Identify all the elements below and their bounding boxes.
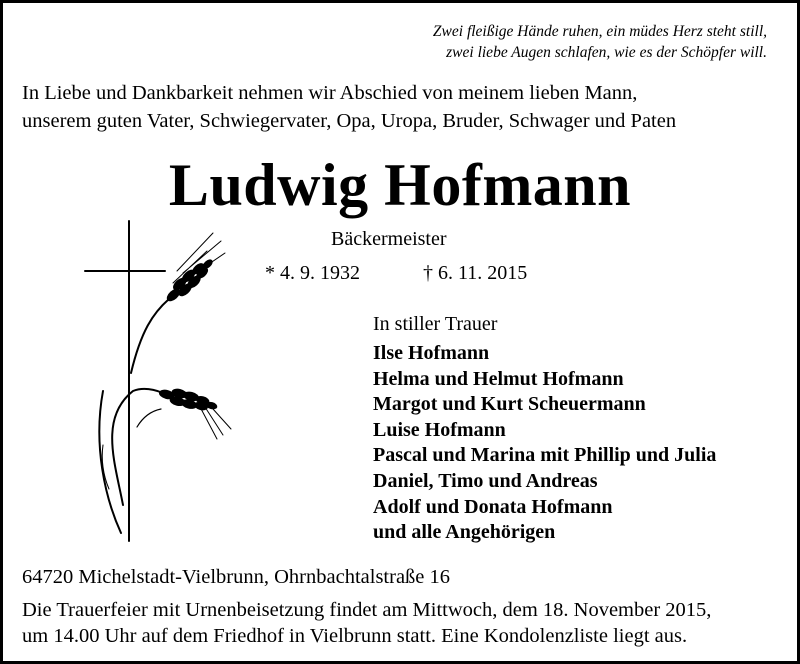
- cross-with-wheat-icon: [73, 213, 243, 548]
- service-line: Die Trauerfeier mit Urnenbeisetzung findet am Mittwoch, dem 18. November 2015,: [22, 599, 712, 621]
- deceased-name: Ludwig Hofmann: [168, 152, 632, 218]
- deceased-profession: Bäckermeister: [331, 228, 447, 250]
- family-address: 64720 Michelstadt-Vielbrunn, Ohrnbachtalstraße 16: [22, 566, 451, 588]
- mourner-name: Adolf und Donata Hofmann: [373, 495, 613, 518]
- mourner-name: Ilse Hofmann: [373, 342, 490, 364]
- intro-line: In Liebe und Dankbarkeit nehmen wir Abschied von meinem lieben Mann,: [22, 82, 638, 104]
- farewell-intro: [22, 79, 676, 135]
- death-date: † 6. 11. 2015: [423, 262, 528, 284]
- mourner-name: Helma und Helmut Hofmann: [373, 367, 624, 390]
- mourner-name: Margot und Kurt Scheuermann: [373, 393, 646, 416]
- intro-line: unserem guten Vater, Schwiegervater, Opa, Uropa, Bruder, Schwager und Paten: [22, 110, 677, 132]
- service-line: um 14.00 Uhr auf dem Friedhof in Vielbrunn statt. Eine Kondolenzliste liegt aus.: [22, 625, 688, 647]
- mourner-name: Pascal und Marina mit Phillip und Julia: [373, 444, 717, 467]
- mourners-list: [373, 341, 716, 546]
- birth-date: * 4. 9. 1932: [265, 262, 360, 284]
- mourning-intro: In stiller Trauer: [373, 313, 498, 335]
- mourner-name: Daniel, Timo und Andreas: [373, 469, 598, 492]
- mourner-name: Luise Hofmann: [373, 418, 506, 441]
- poem-line: zwei liebe Augen schlafen, wie es der Schöpfer will.: [446, 44, 767, 61]
- mourner-name: und alle Angehörigen: [373, 521, 556, 544]
- poem-line: Zwei fleißige Hände ruhen, ein müdes Herz steht still,: [432, 23, 767, 40]
- poem-verse: [433, 21, 767, 63]
- funeral-service-info: [22, 597, 711, 649]
